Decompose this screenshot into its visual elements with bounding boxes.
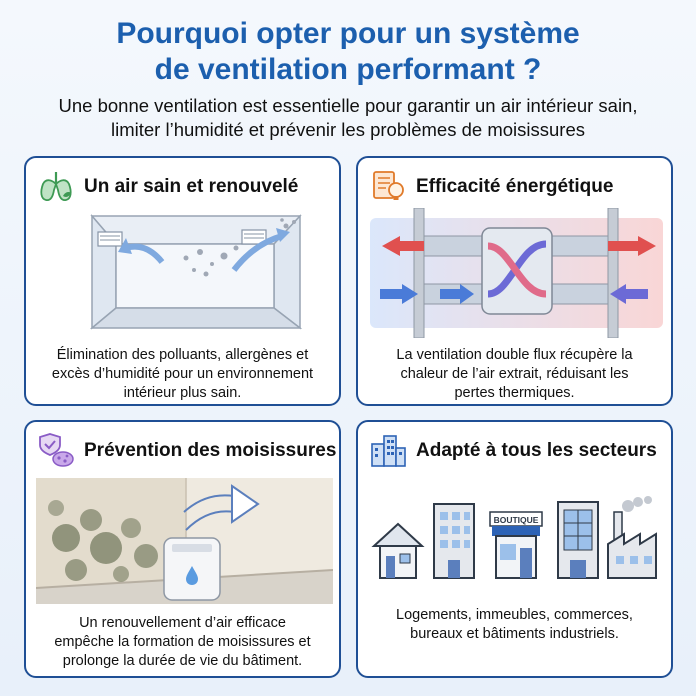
- card-description-line: prolonge la durée de vie du bâtiment.: [62, 653, 303, 669]
- card-description: [368, 606, 661, 644]
- factory-icon: [608, 496, 656, 578]
- card-title: Un air sain et renouvelé: [84, 176, 299, 197]
- lungs-icon: [36, 166, 76, 206]
- card-description-line: Élimination des polluants, allergènes et: [56, 347, 309, 363]
- page-subtitle-line-2: limiter l’humidité et prévenir les problèmes de moisissures: [111, 119, 585, 140]
- card-header: [358, 158, 671, 214]
- double-flow-heat-exchanger-illustration: [370, 208, 663, 338]
- card-mold-prevention: [24, 420, 341, 678]
- card-description-line: bureaux et bâtiments industriels.: [410, 626, 619, 642]
- card-header: [26, 422, 339, 478]
- card-energy-efficiency: [356, 156, 673, 406]
- house-icon: [374, 524, 422, 578]
- page-title: [0, 16, 696, 88]
- card-all-sectors: [356, 420, 673, 678]
- card-title: Efficacité énergétique: [416, 176, 614, 197]
- card-description-line: empêche la formation de moisissures et: [54, 634, 311, 650]
- page-title-line-2: de ventilation performant ?: [154, 53, 542, 86]
- card-description-line: intérieur plus sain.: [123, 385, 242, 401]
- shop-icon: [490, 512, 542, 578]
- card-title: Prévention des moisissures: [84, 440, 337, 461]
- dehumidifier-mold-wall-illustration: [36, 478, 333, 604]
- card-title: Adapté à tous les secteurs: [416, 440, 657, 461]
- card-description: [368, 346, 661, 403]
- sector-buildings-illustration: [368, 494, 665, 594]
- card-description-line: excès d’humidité pour un environnement: [51, 366, 314, 382]
- card-description: [36, 346, 329, 403]
- card-description: [36, 614, 329, 671]
- page-title-line-1: Pourquoi opter pour un système: [116, 17, 580, 50]
- card-header: [26, 158, 339, 214]
- page-subtitle: [0, 94, 696, 142]
- shop-sign-text: BOUTIQUE: [493, 515, 539, 525]
- page-subtitle-line-1: Une bonne ventilation est essentielle pour garantir un air intérieur sain,: [58, 95, 638, 116]
- room-airflow-illustration: [86, 208, 306, 336]
- card-description-line: Logements, immeubles, commerces,: [396, 607, 633, 623]
- document-lightbulb-icon: [368, 166, 408, 206]
- card-description-line: La ventilation double flux récupère la: [396, 347, 633, 363]
- card-description-line: chaleur de l’air extrait, réduisant les: [400, 366, 629, 382]
- card-description-line: Un renouvellement d’air efficace: [79, 615, 286, 631]
- office-building-icon: [558, 502, 598, 578]
- card-healthy-air: [24, 156, 341, 406]
- mold-shield-icon: [36, 430, 76, 470]
- buildings-icon: [368, 430, 408, 470]
- card-header: [358, 422, 671, 478]
- card-description-line: pertes thermiques.: [454, 385, 575, 401]
- apartment-building-icon: [434, 504, 474, 578]
